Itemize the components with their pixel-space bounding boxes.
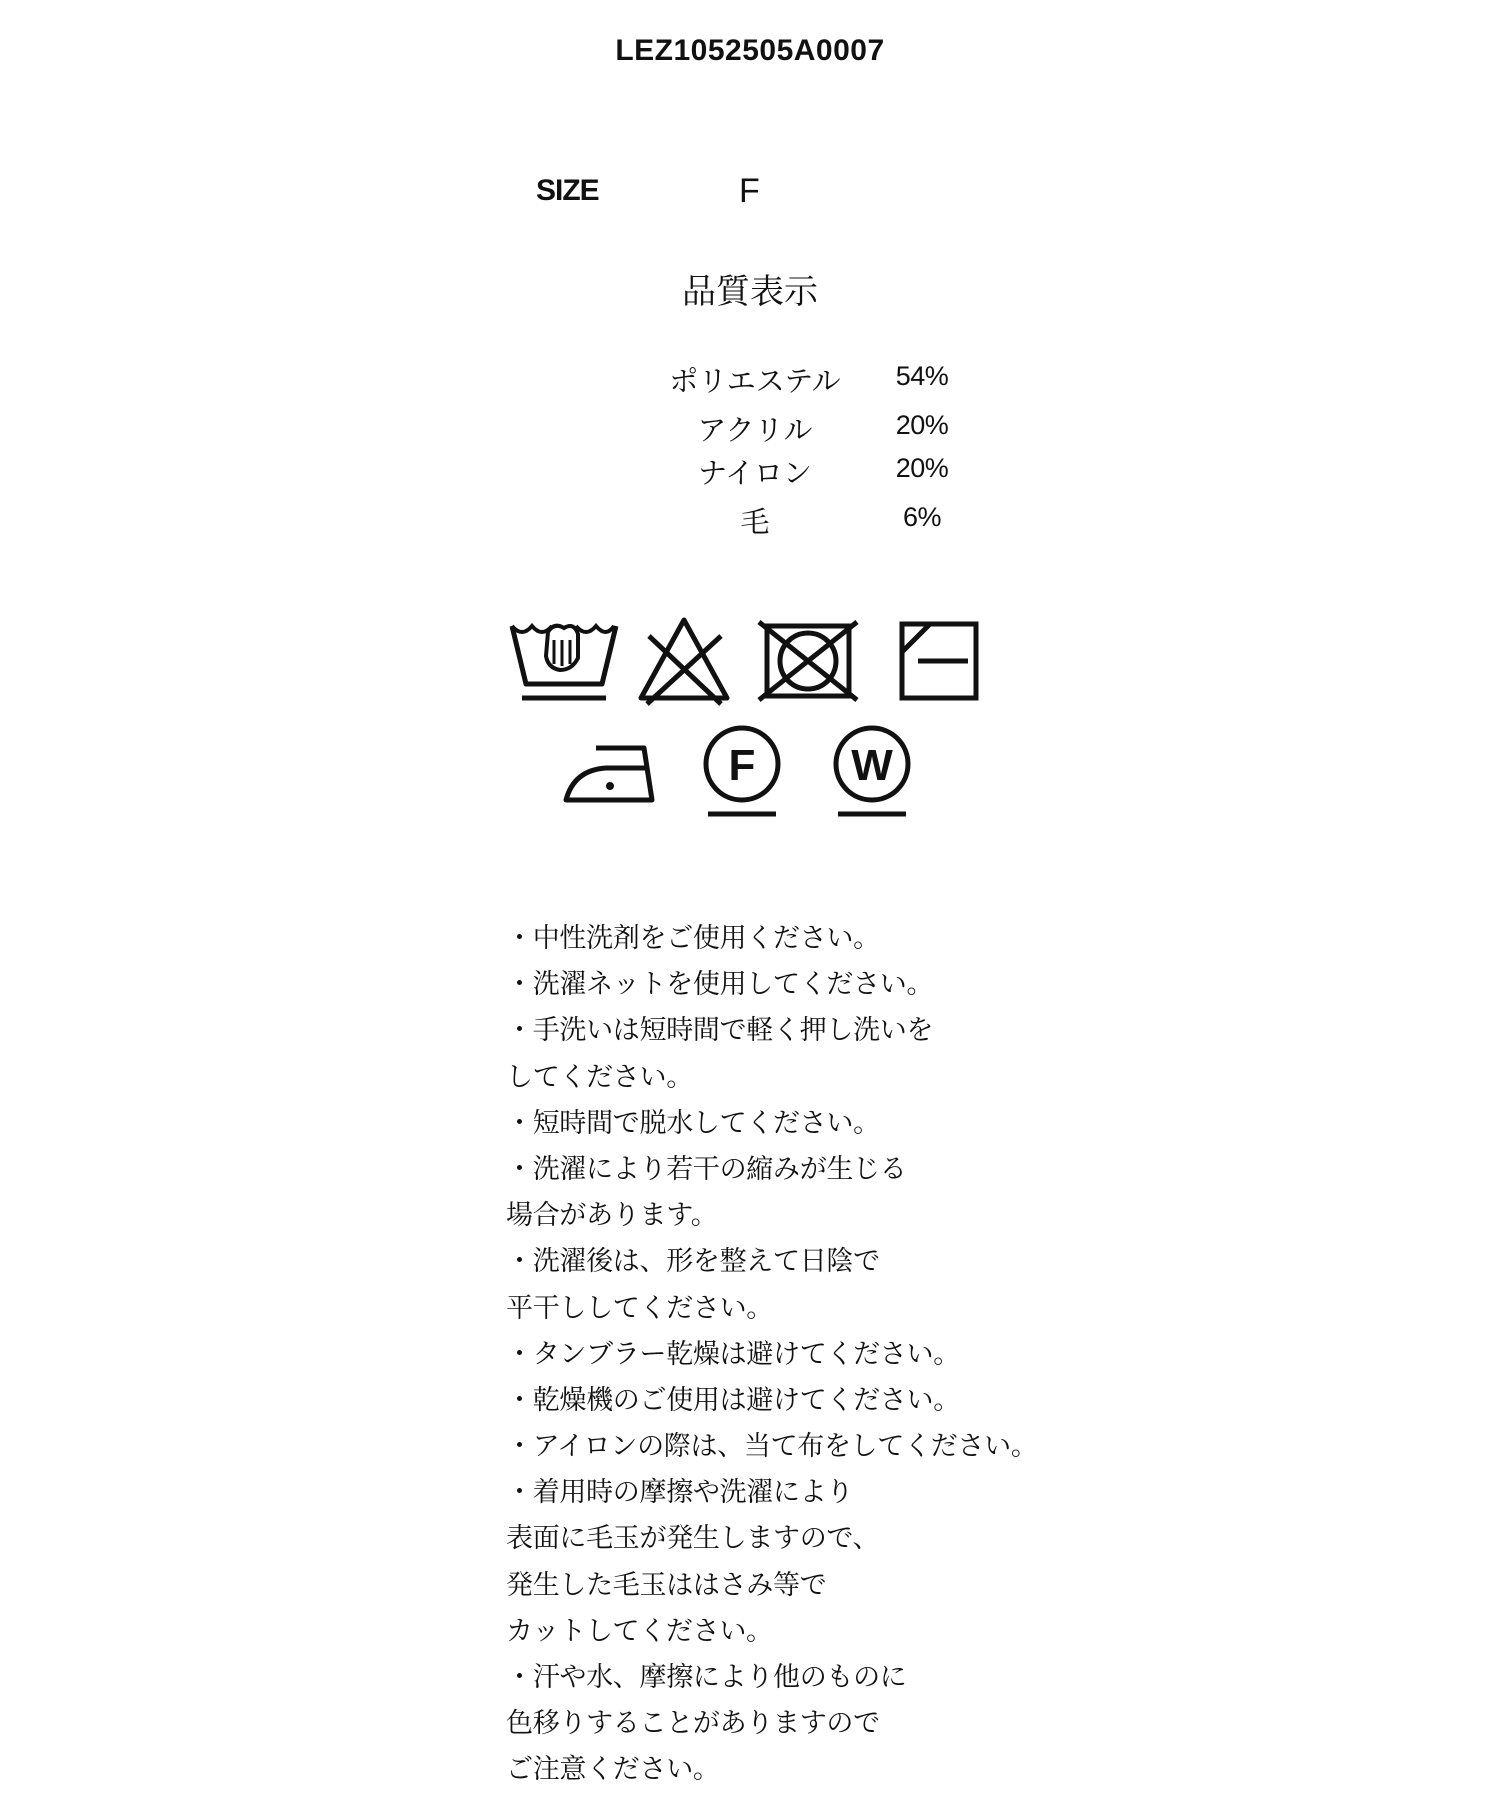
composition-row <box>640 359 970 403</box>
note-line: ・洗濯後は、形を整えて日陰で <box>506 1246 880 1278</box>
size-label: SIZE <box>536 174 599 207</box>
composition-percent: 20% <box>895 410 949 440</box>
composition-percent: 54% <box>895 361 949 391</box>
iron-low-icon <box>560 740 660 808</box>
no-tumble-dry-icon <box>757 618 859 704</box>
wet-clean-w-icon <box>830 724 914 820</box>
quality-title-text: 品質表示 <box>682 272 818 312</box>
note-line: ・短時間で脱水してください。 <box>506 1107 880 1139</box>
note-line: 発生した毛玉ははさみ等で <box>506 1569 827 1601</box>
note-line: 表面に毛玉が発生しますので、 <box>506 1523 880 1555</box>
composition-material: 毛 <box>740 505 770 539</box>
note-line: カットしてください。 <box>506 1615 773 1647</box>
no-bleach-icon <box>635 614 733 706</box>
note-line: ・乾燥機のご使用は避けてください。 <box>506 1384 960 1416</box>
size-value: F <box>739 172 760 210</box>
dry-clean-letter: F <box>728 741 756 790</box>
care-notes <box>506 916 1066 1794</box>
quality-title <box>0 264 1500 313</box>
composition-row <box>640 408 970 452</box>
composition-percent: 6% <box>902 502 942 532</box>
note-line: ご注意ください。 <box>506 1754 720 1786</box>
composition-row <box>640 451 970 495</box>
wet-clean-letter: W <box>851 741 893 790</box>
note-line: ・手洗いは短時間で軽く押し洗いを <box>506 1015 934 1047</box>
note-line: ・汗や水、摩擦により他のものに <box>506 1662 907 1693</box>
note-line: 平干ししてください。 <box>506 1292 773 1324</box>
note-line: 場合があります。 <box>506 1200 718 1232</box>
dry-flat-shade-icon <box>898 620 980 702</box>
composition-material: ナイロン <box>698 456 812 490</box>
note-line: ・洗濯により若干の縮みが生じる <box>506 1153 907 1185</box>
note-line: ・洗濯ネットを使用してください。 <box>506 969 934 1001</box>
composition-material: ポリエステル <box>669 364 841 398</box>
product-code: LEZ1052505A0007 <box>615 34 885 67</box>
composition-row <box>640 500 970 544</box>
composition-percent: 20% <box>895 453 949 483</box>
note-line: ・中性洗剤をご使用ください。 <box>506 923 880 954</box>
note-line: ・タンブラー乾燥は避けてください。 <box>506 1338 960 1370</box>
note-line: 色移りすることがありますので <box>506 1708 880 1740</box>
note-line: ・着用時の摩擦や洗濯により <box>506 1477 854 1509</box>
dry-clean-f-icon <box>700 724 784 820</box>
note-line: ・アイロンの際は、当て布をしてください。 <box>506 1431 1038 1463</box>
composition-material: アクリル <box>697 413 813 447</box>
note-line: してください。 <box>506 1061 693 1093</box>
hand-wash-icon <box>508 618 620 702</box>
